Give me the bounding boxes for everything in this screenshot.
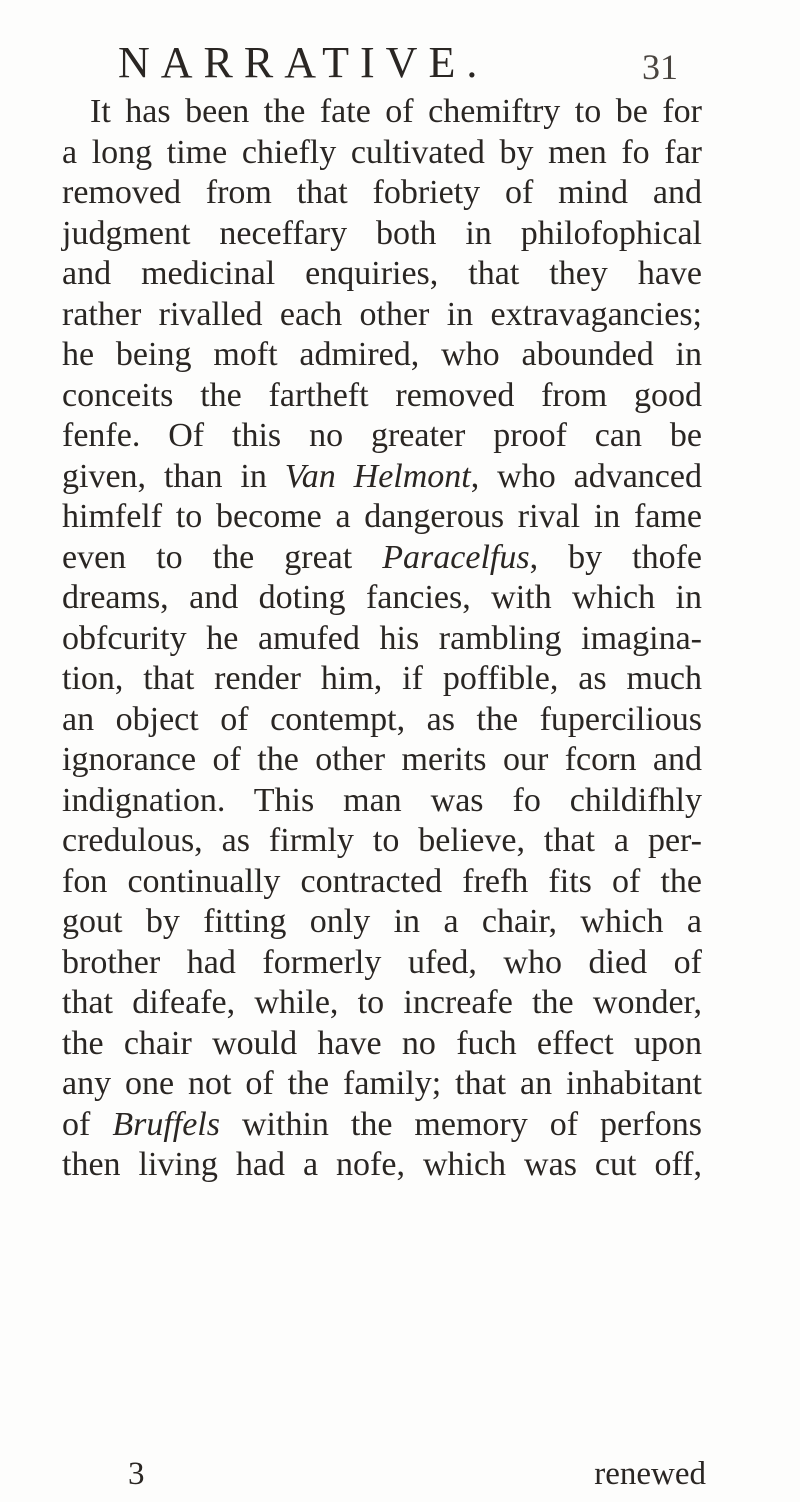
text-line — [62, 1105, 702, 1146]
italic-text: Bruffels — [112, 1105, 220, 1143]
text-span: dreams, and doting fancies, with which in — [62, 579, 702, 616]
text-line — [62, 700, 702, 741]
text-line — [62, 92, 702, 133]
text-line — [62, 943, 702, 984]
text-line — [62, 214, 702, 255]
signature-mark: 3 — [128, 1456, 145, 1492]
running-head — [118, 38, 678, 88]
text-line — [62, 821, 702, 862]
text-span: he being moft admired, who abounded in — [62, 336, 702, 373]
text-line — [62, 416, 702, 457]
text-line — [62, 1145, 702, 1186]
text-line — [62, 173, 702, 214]
text-line — [62, 740, 702, 781]
italic-text: Van Helmont — [284, 457, 471, 495]
text-span: brother had formerly ufed, who died of — [62, 943, 702, 981]
text-line — [62, 376, 702, 417]
text-line — [62, 538, 702, 579]
text-span: removed from that fobriety of mind and — [62, 174, 702, 211]
italic-text: Paracelfus — [382, 538, 530, 576]
text-span: judgment neceffary both in philofophical — [62, 214, 702, 252]
text-line — [62, 619, 702, 660]
text-span: ignorance of the other merits our fcorn and — [62, 741, 702, 778]
text-span: tion, that render him, if poffible, as much — [62, 660, 702, 697]
text-span: the chair would have no fuch effect upon — [62, 1024, 702, 1062]
text-line — [62, 254, 702, 295]
text-span: It has been the fate of chemiftry to be for — [90, 93, 702, 130]
page-footer — [128, 1453, 706, 1495]
text-span: a long time chiefly cultivated by men fo far — [62, 133, 702, 171]
text-span: within the memory of perfons — [220, 1105, 702, 1143]
text-span: , by thofe — [529, 538, 703, 576]
text-span: gout by fitting only in a chair, which a — [62, 903, 702, 940]
text-span: fon continually contracted frefh fits of the — [62, 862, 702, 900]
text-span: credulous, as firmly to believe, that a per- — [62, 822, 702, 859]
page-number: 31 — [642, 47, 678, 87]
text-span: any one not of the family; that an inhabitant — [62, 1065, 702, 1102]
text-span: rather rivalled each other in extravagancies; — [62, 295, 702, 333]
text-span: given, than in — [62, 457, 285, 495]
text-span: indignation. This man was fo childifhly — [62, 781, 702, 819]
text-line — [62, 781, 702, 822]
text-span: conceits the fartheft removed from good — [62, 376, 702, 414]
text-line — [62, 659, 702, 700]
text-span: then living had a nofe, which was cut off, — [62, 1146, 702, 1183]
text-span: an object of contempt, as the fupercilious — [62, 700, 702, 738]
text-span: of — [62, 1105, 113, 1143]
text-line — [62, 983, 702, 1024]
text-span: himfelf to become a dangerous rival in fame — [62, 498, 702, 535]
text-line — [62, 1064, 702, 1105]
text-line — [62, 497, 702, 538]
text-span: even to the great — [62, 538, 383, 576]
text-line — [62, 578, 702, 619]
text-line — [62, 902, 702, 943]
text-line — [62, 335, 702, 376]
text-span: obfcurity he amufed his rambling imagina- — [62, 619, 702, 657]
text-line — [62, 862, 702, 903]
text-span: and medicinal enquiries, that they have — [62, 255, 702, 292]
body-text — [62, 92, 702, 1186]
running-head-title: NARRATIVE. — [118, 38, 489, 87]
text-line — [62, 295, 702, 336]
text-span: that difeafe, while, to increafe the wonder, — [62, 984, 702, 1021]
catchword: renewed — [594, 1456, 706, 1492]
text-line — [62, 457, 702, 498]
text-span: fenfe. Of this no greater proof can be — [62, 417, 702, 454]
text-line — [62, 1024, 702, 1065]
text-line — [62, 133, 702, 174]
text-span: , who advanced — [470, 457, 702, 495]
